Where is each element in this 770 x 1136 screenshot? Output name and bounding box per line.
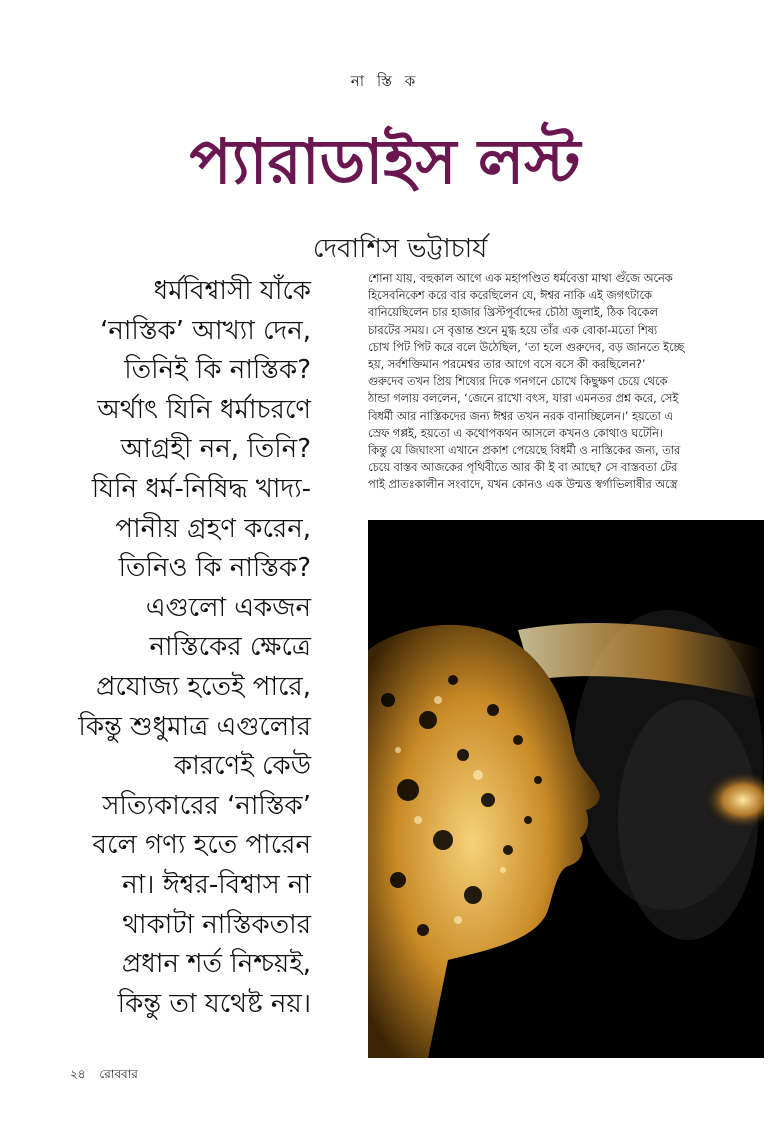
section-label: না স্তি ক	[350, 72, 420, 90]
article-photo	[368, 520, 764, 1058]
body-line: হিসেবনিকেশ করে বার করেছিলেন যে, ঈশ্বর নাকি এই জগৎটাকে	[368, 289, 652, 303]
body-line: স্রেফ গপ্পই, হয়তো এ কথোপকথন আসলে কখনও কোথাও ঘটেনি।	[368, 426, 663, 440]
body-line: চারটের সময়। সে বৃত্তান্ত শুনে মুগ্ধ হয়ে তাঁর এক বোকা-মতো শিষ্য	[368, 323, 658, 337]
pull-quote-line: নাস্তিকের ক্ষেত্রে	[149, 632, 311, 663]
pull-quote-line: তিনিও কি নাস্তিক?	[118, 553, 311, 584]
page-footer	[70, 1066, 148, 1086]
body-line: ঠান্ডা গলায় বললেন, ‘জেনে রাখো বৎস, যারা এমনতর প্রশ্ন করে, সেই	[368, 392, 679, 406]
body-line: হয়, সর্বশক্তিমান পরমেশ্বর তার আগে বসে বসে কী করছিলেন?’	[368, 358, 646, 372]
body-line: চেয়ে বাস্তব আজকের পৃথিবীতে আর কী ই বা আছে? সে বাস্তবতা টের	[368, 461, 678, 475]
pull-quote-line: এগুলো একজন	[145, 592, 311, 623]
pull-quote-line: কারণেই কেউ	[174, 751, 311, 782]
pull-quote-line: সত্যিকারের ‘নাস্তিক’	[102, 790, 311, 821]
author-byline: দেবাশিস ভট্টাচার্য	[312, 234, 488, 264]
body-line: বিধর্মী আর নাস্তিকদের জন্য ঈশ্বর তখন নরক বানাচ্ছিলেন।’ হয়তো এ	[368, 409, 674, 423]
body-line: চোখ পিট পিট করে বলে উঠেছিল, ‘তা হলে গুরুদেব, বড় জানতে ইচ্ছে	[368, 340, 685, 354]
pull-quote-line: তিনিই কি নাস্তিক?	[124, 355, 311, 386]
pull-quote-line: প্রধান শর্ত নিশ্চয়ই,	[121, 949, 311, 980]
pull-quote-line: প্রযোজ্য হতেই পারে,	[95, 671, 311, 702]
pull-quote-line: যিনি ধর্ম-নিষিদ্ধ খাদ্য-	[91, 473, 311, 504]
pull-quote-line: ‘নাস্তিক’ আখ্যা দেন,	[100, 315, 311, 346]
pull-quote-line: বলে গণ্য হতে পারেন	[92, 830, 311, 861]
pull-quote-line: আগ্রহী নন, তিনি?	[120, 434, 311, 465]
pull-quote-line: কিন্তু তা যথেষ্ট নয়।	[117, 988, 311, 1019]
pull-quote	[68, 272, 311, 1024]
body-line: কিন্তু যে জিঘাংসা এখানে প্রকাশ পেয়েছে বিধর্মী ও নাস্তিকের জন্য, তার	[368, 444, 681, 458]
magazine-name: রোববার	[99, 1067, 138, 1081]
body-line: গুরুদেব তখন প্রিয় শিষ্যের দিকে গনগনে চোখে কিছুক্ষণ চেয়ে থেকে	[368, 375, 668, 389]
article-title: প্যারাডাইস লস্ট	[189, 125, 581, 198]
body-line: শোনা যায়, বহুকাল আগে এক মহাপণ্ডিত ধর্মবেত্তা মাথা গুঁজে অনেক	[368, 272, 673, 285]
pull-quote-line: না। ঈশ্বর-বিশ্বাস না	[122, 869, 311, 900]
pull-quote-line: অর্থাৎ যিনি ধর্মাচরণে	[97, 394, 311, 425]
body-line: পাই প্রাতঃকালীন সংবাদে, যখন কোনও এক উন্মত্ত স্বর্গাভিলাষীর অস্ত্রে	[368, 478, 678, 492]
pull-quote-line: থাকাটা নাস্তিকতার	[122, 909, 311, 940]
pull-quote-line: পানীয় গ্রহণ করেন,	[115, 513, 311, 544]
body-text	[368, 270, 762, 494]
page-number: ২৪	[70, 1067, 86, 1081]
body-line: বানিয়েছিলেন চার হাজার খ্রিস্টপূর্বাব্দের চৌঠা জুলাই, ঠিক বিকেল	[368, 306, 658, 320]
pull-quote-line: ধর্মবিশ্বাসী যাঁকে	[153, 276, 311, 306]
head-illustration	[368, 520, 764, 1058]
pull-quote-line: কিন্তু শুধুমাত্র এগুলোর	[78, 711, 311, 742]
